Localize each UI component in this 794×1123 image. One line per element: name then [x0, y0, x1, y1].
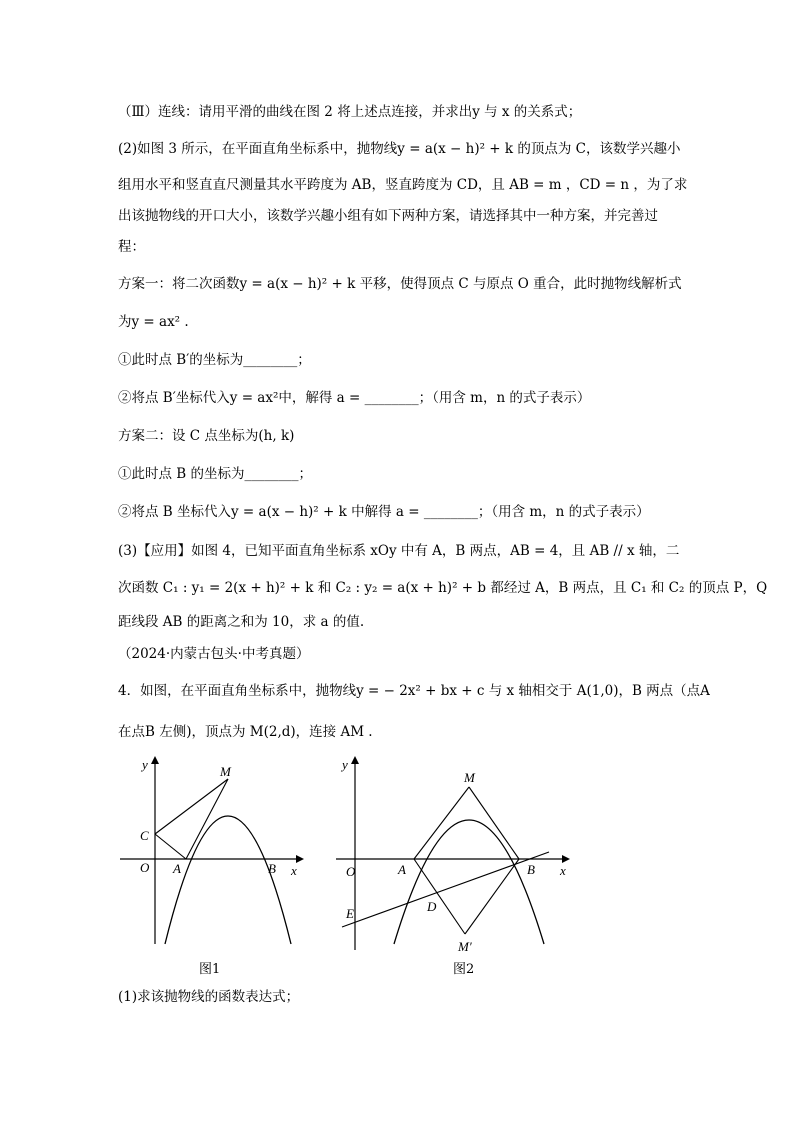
fig1-label-y: y — [142, 757, 148, 772]
figure-2-caption: 图2 — [453, 962, 475, 977]
figure-1 — [118, 752, 308, 952]
text-line-5: 程： — [118, 239, 145, 255]
fig2-parabola — [394, 820, 544, 944]
fig1-label-O: O — [140, 860, 150, 875]
fig2-segment-AM — [414, 787, 469, 859]
fig2-label-E: E — [346, 906, 354, 921]
fig1-parabola — [165, 816, 291, 944]
fig1-label-x: x — [291, 863, 297, 878]
fig2-label-Mprime: M′ — [458, 939, 472, 954]
fig2-y-arrow — [351, 756, 359, 764]
fig2-segment-MB — [469, 787, 519, 859]
text-line-14: 次函数 C₁ : y₁ = 2(x + h)² + k 和 C₂ : y₂ = a(x + h)² + b 都经过 A，B 两点，且 C₁ 和 C₂ 的顶点 P，Q — [118, 580, 768, 596]
text-line-2: (2)如图 3 所示，在平面直角坐标系中，抛物线y = a(x − h)² + k 的顶点为 C，该数学兴趣小 — [118, 141, 681, 157]
text-line-18: 在点B 左侧)，顶点为 M(2,d)，连接 AM . — [118, 724, 373, 740]
fig2-segment-AMp — [414, 859, 465, 934]
fig2-x-arrow — [562, 855, 570, 863]
figure-1-svg — [118, 752, 308, 952]
fig1-label-B: B — [268, 861, 276, 876]
text-line-16: （2024·内蒙古包头·中考真题） — [118, 646, 310, 662]
fig1-y-arrow — [151, 756, 159, 764]
text-line-10: 方案二：设 C 点坐标为(h, k) — [118, 428, 295, 444]
text-line-6: 方案一：将二次函数y = a(x − h)² + k 平移，使得顶点 C 与原点 O 重合，此时抛物线解析式 — [118, 276, 682, 292]
text-line-12: ②将点 B 坐标代入y = a(x − h)² + k 中解得 a = ________；（用含 m，n 的式子表示） — [118, 504, 650, 520]
figure-2 — [334, 752, 584, 957]
text-line-15: 距线段 AB 的距离之和为 10，求 a 的值. — [118, 614, 365, 630]
fig1-label-M: M — [220, 764, 231, 779]
text-line-7: 为y = ax² . — [118, 314, 189, 330]
text-line-13: (3)【应用】如图 4，已知平面直角坐标系 xOy 中有 A，B 两点，AB = 4，且 AB // x 轴，二 — [118, 543, 680, 559]
text-line-4: 出该抛物线的开口大小，该数学兴趣小组有如下两种方案，请选择其中一种方案，并完善过 — [118, 208, 658, 224]
fig2-line-EB — [342, 852, 549, 927]
fig2-label-A: A — [398, 862, 406, 877]
text-line-1: （Ⅲ）连线：请用平滑的曲线在图 2 将上述点连接，并求出y 与 x 的关系式； — [118, 104, 582, 120]
text-line-17: 4．如图，在平面直角坐标系中，抛物线y = − 2x² + bx + c 与 x 轴相交于 A(1,0)，B 两点（点A — [118, 683, 710, 699]
fig1-segment-CA — [155, 834, 186, 859]
fig1-x-arrow — [296, 855, 304, 863]
text-line-8: ①此时点 B′的坐标为________； — [118, 352, 311, 368]
fig2-label-x: x — [560, 863, 566, 878]
text-line-19: (1)求该抛物线的函数表达式； — [118, 989, 300, 1005]
text-line-3: 组用水平和竖直直尺测量其水平跨度为 AB，竖直跨度为 CD，且 AB = m ，CD = n ，为了求 — [118, 177, 688, 193]
fig2-label-D: D — [427, 899, 437, 914]
text-line-9: ②将点 B′坐标代入y = ax²中，解得 a = ________；（用含 m，n 的式子表示） — [118, 390, 591, 406]
fig1-segment-CM — [155, 779, 228, 834]
fig2-label-y: y — [342, 757, 348, 772]
fig2-label-B: B — [527, 862, 535, 877]
fig2-segment-MpB — [465, 859, 519, 934]
fig1-segment-AM — [186, 779, 228, 859]
fig2-label-M: M — [464, 770, 475, 785]
fig2-label-O: O — [346, 864, 356, 879]
text-line-11: ①此时点 B 的坐标为________； — [118, 466, 313, 482]
figure-2-svg — [334, 752, 584, 957]
figure-1-caption: 图1 — [199, 962, 221, 977]
fig1-label-C: C — [140, 828, 149, 843]
fig1-label-A: A — [173, 861, 181, 876]
